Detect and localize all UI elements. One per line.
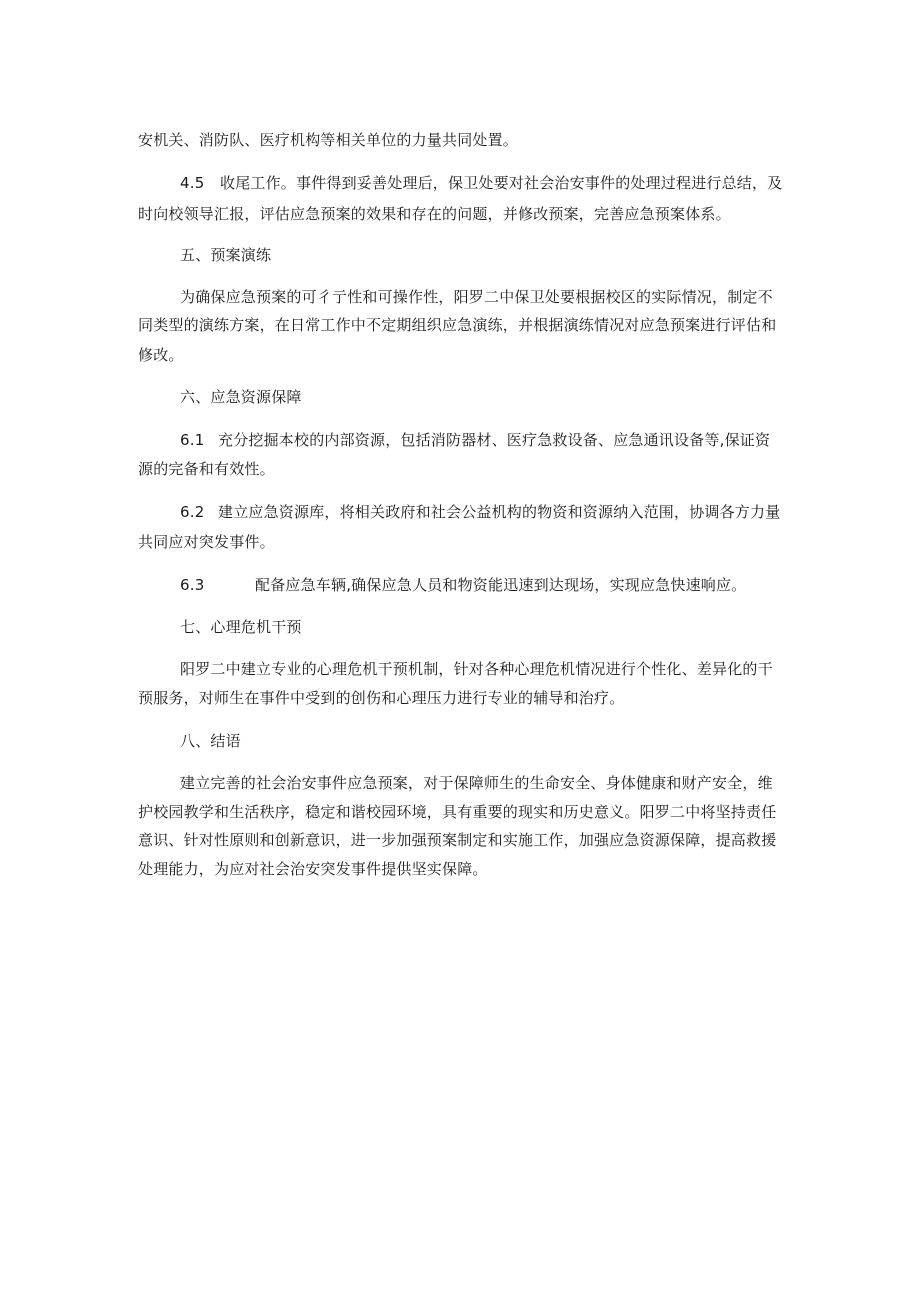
paragraph-4-5-text: 收尾工作。事件得到妥善处理后，保卫处要对社会治安事件的处理过程进行总结，及 — [220, 174, 783, 192]
paragraph-8-line-3: 意识、针对性原则和创新意识，进一步加强预案制定和实施工作，加强应急资源保障，提高救援 — [138, 831, 777, 849]
paragraph-6-2-text: 建立应急资源库，将相关政府和社会公益机构的物资和资源纳入范围，协调各方力量 — [218, 503, 781, 521]
paragraph-6-3-text: 配备应急车辆,确保应急人员和物资能迅速到达现场，实现应急快速响应。 — [255, 576, 747, 594]
paragraph-6-1-line-2: 源的完备和有效性。 — [138, 460, 275, 478]
paragraph-8-line-2: 护校园教学和生活秩序，稳定和谐校园环境，具有重要的现实和历史意义。阳罗二中将坚持责任 — [138, 803, 777, 821]
heading-section-8: 八、结语 — [180, 732, 241, 750]
paragraph-6-2-line-2: 共同应对突发事件。 — [138, 533, 275, 551]
paragraph-continuation: 安机关、消防队、医疗机构等相关单位的力量共同处置。 — [138, 131, 519, 149]
paragraph-6-3-line-1 — [180, 575, 746, 595]
paragraph-8-line-1: 建立完善的社会治安事件应急预案，对于保障师生的生命安全、身体健康和财产安全，维 — [180, 774, 773, 792]
paragraph-6-1-line-1 — [180, 430, 770, 450]
paragraph-8-line-4: 处理能力，为应对社会治安突发事件提供坚实保障。 — [138, 860, 488, 878]
section-number-6-2: 6.2 — [180, 503, 205, 521]
paragraph-5-line-2: 同类型的演练方案，在日常工作中不定期组织应急演练，并根据演练情况对应急预案进行评估和 — [138, 316, 777, 334]
paragraph-6-1-text: 充分挖掘本校的内部资源，包括消防器材、医疗急救设备、应急通讯设备等,保证资 — [218, 431, 771, 449]
section-number-6-3: 6.3 — [180, 576, 205, 594]
paragraph-7-line-1: 阳罗二中建立专业的心理危机干预机制，针对各种心理危机情况进行个性化、差异化的干 — [180, 660, 773, 678]
paragraph-7-line-2: 预服务，对师生在事件中受到的创伤和心理压力进行专业的辅导和治疗。 — [138, 689, 625, 707]
heading-section-6: 六、应急资源保障 — [180, 388, 302, 406]
section-number-4-5: 4.5 — [180, 174, 205, 192]
paragraph-5-line-1: 为确保应急预案的可彳亍性和可操作性，阳罗二中保卫处要根据校区的实际情况，制定不 — [180, 288, 773, 306]
paragraph-6-2-line-1 — [180, 502, 780, 522]
paragraph-5-line-3: 修改。 — [138, 346, 184, 364]
heading-section-5: 五、预案演练 — [180, 246, 272, 264]
heading-section-7: 七、心理危机干预 — [180, 618, 302, 636]
section-number-6-1: 6.1 — [180, 431, 205, 449]
paragraph-4-5-line-2: 时向校领导汇报，评估应急预案的效果和存在的问题，并修改预案，完善应急预案体系。 — [138, 205, 731, 223]
paragraph-4-5-line-1 — [180, 173, 782, 193]
